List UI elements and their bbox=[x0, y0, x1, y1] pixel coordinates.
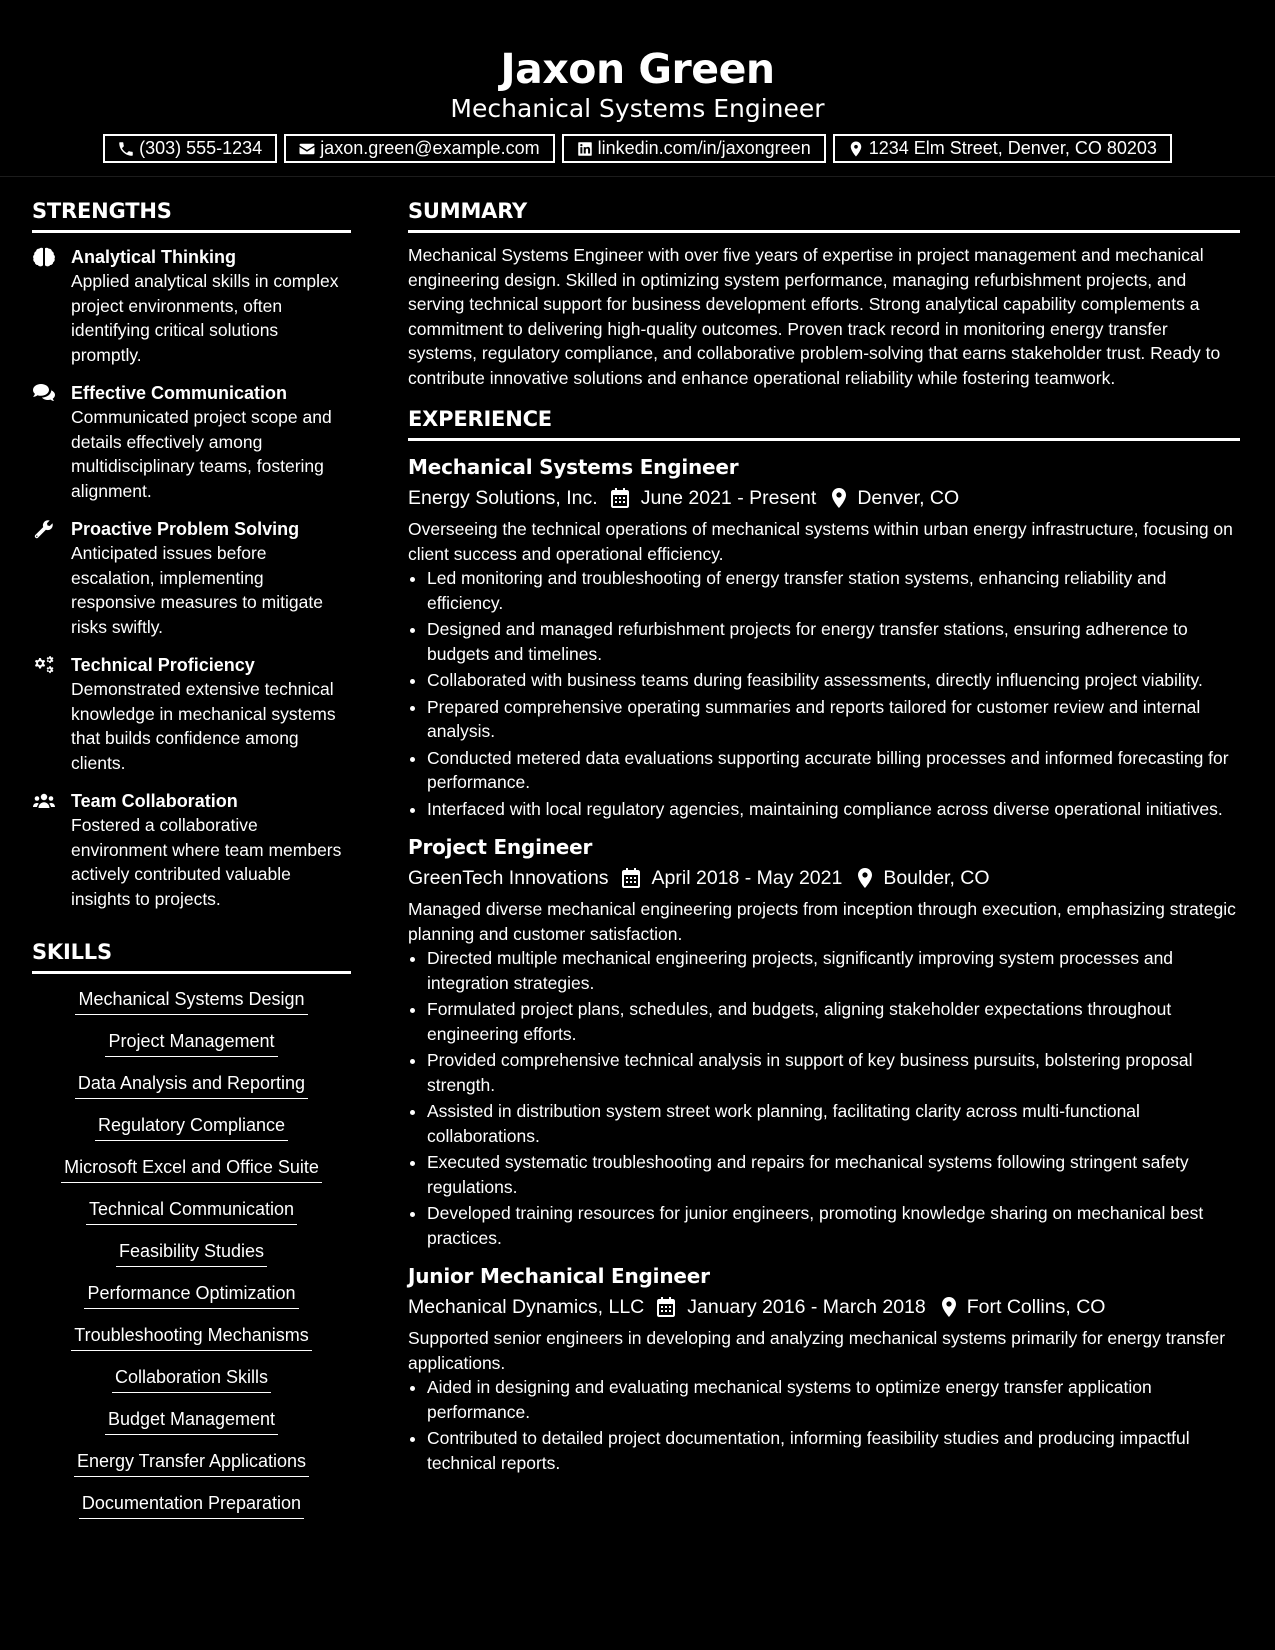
job-bullet: • Executed systematic troubleshooting and repairs for mechanical systems following stringent safety regulations. bbox=[427, 1150, 1240, 1199]
skill-tag: Data Analysis and Reporting bbox=[75, 1071, 308, 1099]
contact-bar bbox=[0, 134, 1275, 163]
job-bullet: • Provided comprehensive technical analysis in support of key business pursuits, bolstering proposal strength. bbox=[427, 1048, 1240, 1097]
job-bullet: • Developed training resources for junior engineers, promoting knowledge sharing on mechanical best practices. bbox=[427, 1201, 1240, 1250]
skill-tag: Feasibility Studies bbox=[116, 1239, 267, 1267]
job-company: GreenTech Innovations bbox=[408, 867, 609, 889]
skill-tag: Budget Management bbox=[105, 1407, 278, 1435]
strength-title: Team Collaboration bbox=[71, 791, 238, 811]
strength-desc: Applied analytical skills in complex project environments, often identifying critical solutions promptly. bbox=[71, 271, 339, 365]
job-entry bbox=[408, 453, 1240, 821]
job-description: Overseeing the technical operations of mechanical systems within urban energy infrastructure, focusing on client success and operational efficiency. bbox=[408, 519, 1233, 564]
calendar-icon bbox=[657, 1297, 675, 1317]
job-bullets bbox=[408, 946, 1240, 1250]
strength-desc: Anticipated issues before escalation, implementing responsive measures to mitigate risks swiftly. bbox=[71, 543, 323, 637]
job-bullet: • Assisted in distribution system street work planning, facilitating clarity across multi-functional collaborations. bbox=[427, 1099, 1240, 1148]
strength-desc: Communicated project scope and details effectively among multidisciplinary teams, fostering alignment. bbox=[71, 407, 332, 501]
strengths-heading: STRENGTHS bbox=[32, 196, 351, 233]
job-description: Managed diverse mechanical engineering projects from inception through execution, emphasizing strategic planning and customer satisfaction. bbox=[408, 899, 1236, 944]
phone-icon bbox=[117, 140, 135, 158]
candidate-title: Mechanical Systems Engineer bbox=[450, 94, 825, 123]
left-column bbox=[32, 196, 351, 1533]
job-bullets bbox=[408, 1375, 1240, 1475]
map-pin-icon bbox=[858, 868, 872, 888]
job-company: Mechanical Dynamics, LLC bbox=[408, 1296, 645, 1318]
job-location: Fort Collins, CO bbox=[966, 1296, 1106, 1318]
skill-tag: Troubleshooting Mechanisms bbox=[71, 1323, 311, 1351]
strength-title: Effective Communication bbox=[71, 383, 288, 403]
calendar-icon bbox=[611, 488, 629, 508]
job-dates: April 2018 - May 2021 bbox=[651, 867, 843, 889]
strength-item bbox=[32, 381, 351, 503]
skill-tag: Energy Transfer Applications bbox=[74, 1449, 309, 1477]
strength-item bbox=[32, 789, 351, 911]
skill-tag: Project Management bbox=[105, 1029, 277, 1057]
job-location: Denver, CO bbox=[857, 487, 960, 509]
skill-tag: Performance Optimization bbox=[84, 1281, 298, 1309]
skill-tag: Microsoft Excel and Office Suite bbox=[61, 1155, 322, 1183]
calendar-icon bbox=[622, 868, 640, 888]
contact-phone-text: (303) 555-1234 bbox=[139, 138, 263, 158]
gears-icon bbox=[32, 655, 56, 675]
users-icon bbox=[32, 791, 56, 811]
experience-heading: EXPERIENCE bbox=[408, 404, 1240, 441]
job-bullet: • Led monitoring and troubleshooting of energy transfer station systems, enhancing reliability and efficiency. bbox=[427, 566, 1240, 615]
job-bullet: • Formulated project plans, schedules, and budgets, aligning stakeholder expectations throughout engineering efforts. bbox=[427, 997, 1240, 1046]
skill-tag: Regulatory Compliance bbox=[95, 1113, 288, 1141]
strength-title: Analytical Thinking bbox=[71, 247, 237, 267]
job-description: Supported senior engineers in developing and analyzing mechanical systems primarily for energy transfer applications. bbox=[408, 1328, 1226, 1373]
job-bullet: • Conducted metered data evaluations supporting accurate billing processes and informed forecasting for performance. bbox=[427, 746, 1240, 795]
strength-item bbox=[32, 517, 351, 639]
summary-text: Mechanical Systems Engineer with over five years of expertise in project management and mechanical engineering design. Skilled in optimizing system performance, managing refurbishment projects, and serving technical support for business development efforts. Strong analytical capability complements a commitment to delivering high-quality outcomes. Proven track record in monitoring energy transfer systems, regulatory compliance, and collaborative problem-solving that earns stakeholder trust. Ready to contribute innovative solutions and enhance operational reliability while fostering teamwork. bbox=[408, 245, 1221, 388]
strength-title: Proactive Problem Solving bbox=[71, 519, 300, 539]
resume-header bbox=[0, 0, 1275, 177]
job-meta bbox=[408, 1292, 1240, 1322]
job-location: Boulder, CO bbox=[883, 867, 990, 889]
strength-desc: Fostered a collaborative environment where team members actively contributed valuable insights to projects. bbox=[71, 815, 342, 909]
contact-email-text: jaxon.green@example.com bbox=[320, 138, 540, 158]
skill-tag: Mechanical Systems Design bbox=[75, 987, 307, 1015]
job-title: Junior Mechanical Engineer bbox=[408, 1264, 710, 1288]
experience-section bbox=[408, 404, 1240, 1475]
job-company: Energy Solutions, Inc. bbox=[408, 487, 598, 509]
contact-address[interactable] bbox=[833, 134, 1172, 163]
skill-tag: Documentation Preparation bbox=[79, 1491, 304, 1519]
summary-heading: SUMMARY bbox=[408, 196, 1240, 233]
skill-tag: Technical Communication bbox=[86, 1197, 297, 1225]
skill-tag: Collaboration Skills bbox=[112, 1365, 271, 1393]
job-meta bbox=[408, 483, 1240, 513]
contact-linkedin[interactable] bbox=[562, 134, 826, 163]
job-bullet: • Prepared comprehensive operating summaries and reports tailored for customer review and internal analysis. bbox=[427, 695, 1240, 744]
linkedin-icon bbox=[576, 140, 594, 158]
brain-icon bbox=[32, 247, 56, 267]
job-dates: June 2021 - Present bbox=[640, 487, 817, 509]
job-bullet: • Interfaced with local regulatory agencies, maintaining compliance across diverse operational initiatives. bbox=[427, 797, 1240, 822]
strength-item bbox=[32, 653, 351, 775]
contact-linkedin-text: linkedin.com/in/jaxongreen bbox=[597, 138, 811, 158]
job-bullet: • Aided in designing and evaluating mechanical systems to optimize energy transfer application performance. bbox=[427, 1375, 1240, 1424]
candidate-name: Jaxon Green bbox=[500, 45, 775, 93]
contact-phone[interactable] bbox=[103, 134, 277, 163]
comments-icon bbox=[32, 383, 56, 403]
job-title: Project Engineer bbox=[408, 835, 593, 859]
strength-title: Technical Proficiency bbox=[71, 655, 255, 675]
job-bullets bbox=[408, 566, 1240, 821]
job-entry bbox=[408, 1262, 1240, 1475]
skills-section bbox=[32, 937, 351, 1533]
job-bullet: • Designed and managed refurbishment projects for energy transfer stations, ensuring adherence to budgets and timelines. bbox=[427, 617, 1240, 666]
job-bullet: • Collaborated with business teams during feasibility assessments, directly influencing project viability. bbox=[427, 668, 1240, 693]
skills-heading: SKILLS bbox=[32, 937, 351, 974]
right-column bbox=[408, 196, 1240, 1477]
map-pin-icon bbox=[847, 140, 865, 158]
envelope-icon bbox=[298, 140, 316, 158]
job-meta bbox=[408, 863, 1240, 893]
contact-address-text: 1234 Elm Street, Denver, CO 80203 bbox=[868, 138, 1157, 158]
strengths-list bbox=[32, 245, 351, 911]
contact-email[interactable] bbox=[284, 134, 554, 163]
skills-list bbox=[32, 987, 351, 1533]
map-pin-icon bbox=[942, 1297, 956, 1317]
job-dates: January 2016 - March 2018 bbox=[687, 1296, 926, 1318]
job-bullet: • Contributed to detailed project documentation, informing feasibility studies and producing impactful technical reports. bbox=[427, 1426, 1240, 1475]
strength-item bbox=[32, 245, 351, 367]
job-bullet: • Directed multiple mechanical engineering projects, significantly improving system processes and integration strategies. bbox=[427, 946, 1240, 995]
wrench-icon bbox=[32, 519, 56, 539]
job-entry bbox=[408, 833, 1240, 1250]
strength-desc: Demonstrated extensive technical knowledge in mechanical systems that builds confidence among clients. bbox=[71, 679, 336, 773]
map-pin-icon bbox=[832, 488, 846, 508]
job-title: Mechanical Systems Engineer bbox=[408, 455, 739, 479]
